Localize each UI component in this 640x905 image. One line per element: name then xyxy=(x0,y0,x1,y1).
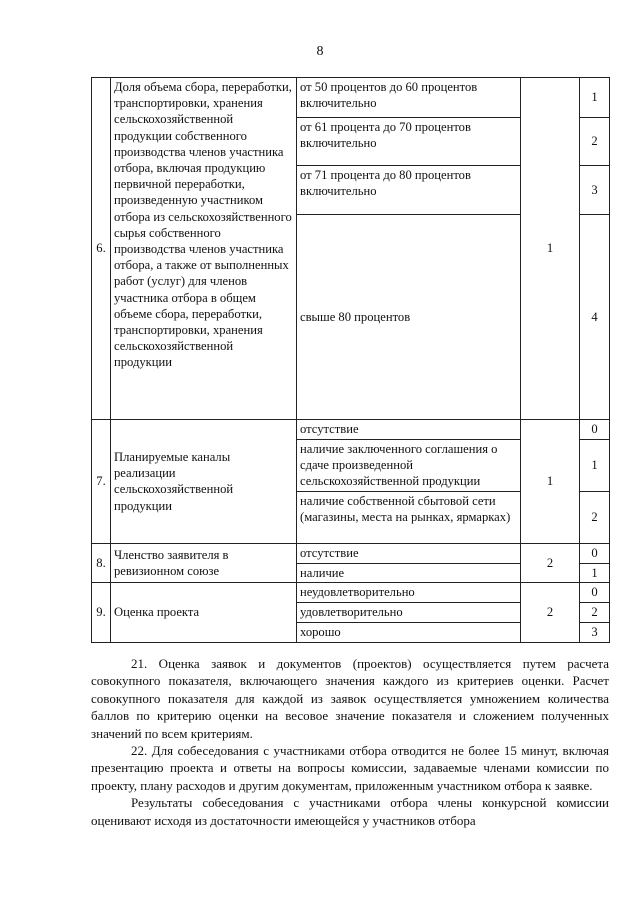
option-text: от 71 процента до 80 процентов включительно xyxy=(297,166,521,215)
row-number: 9. xyxy=(92,582,111,642)
criterion-text: Членство заявителя в ревизионном союзе xyxy=(111,543,297,582)
paragraph: Результаты собеседования с участниками отбора члены конкурсной комиссии оценивают исходя из достаточности имеющейся у участников отбора xyxy=(91,795,609,828)
page-number: 8 xyxy=(316,44,324,59)
table-row xyxy=(92,582,610,602)
score-value: 1 xyxy=(580,78,610,118)
score-value: 0 xyxy=(580,543,610,563)
score-value: 2 xyxy=(580,118,610,166)
option-text: отсутствие xyxy=(297,420,521,440)
table-row xyxy=(92,543,610,563)
weight-value: 1 xyxy=(521,420,580,544)
weight-value: 2 xyxy=(521,582,580,642)
weight-value: 1 xyxy=(521,78,580,420)
criterion-text: Доля объема сбора, переработки, транспортировки, хранения сельскохозяйственной продукции собственного производства членов участника отбора, включая продукцию первичной переработки, произведенную участником отбора из сельскохозяйственного сырья собственного производства членов участника отбора, а также от выполненных работ (услуг) для членов участника отбора в общем объеме сбора, переработки, транспортировки, хранения сельскохозяйственной продукции xyxy=(111,78,297,420)
paragraph: 21. Оценка заявок и документов (проектов) осуществляется путем расчета совокупного показателя, включающего значения каждого из критериев оценки. Расчет совокупного показателя для каждой из заявок осуществляется умножением количества баллов по критерию оценки на весовое значение показателя и сложением полученных значений по всем критериям. xyxy=(91,656,609,741)
option-text: хорошо xyxy=(297,622,521,642)
option-text: от 50 процентов до 60 процентов включительно xyxy=(297,78,521,118)
score-value: 1 xyxy=(580,440,610,492)
score-value: 2 xyxy=(580,602,610,622)
table-row xyxy=(92,420,610,440)
option-text: от 61 процента до 70 процентов включительно xyxy=(297,118,521,166)
criteria-table xyxy=(91,77,610,643)
body-text xyxy=(91,655,609,829)
table-row xyxy=(92,78,610,118)
row-number: 6. xyxy=(92,78,111,420)
criterion-text: Оценка проекта xyxy=(111,582,297,642)
score-value: 3 xyxy=(580,622,610,642)
option-text: удовлетворительно xyxy=(297,602,521,622)
criterion-text: Планируемые каналы реализации сельскохозяйственной продукции xyxy=(111,420,297,544)
option-text: наличие собственной сбытовой сети (магазины, места на рынках, ярмарках) xyxy=(297,491,521,543)
score-value: 4 xyxy=(580,215,610,420)
score-value: 0 xyxy=(580,420,610,440)
weight-value: 2 xyxy=(521,543,580,582)
option-text: наличие xyxy=(297,563,521,582)
option-text: наличие заключенного соглашения о сдаче произведенной сельскохозяйственной продукции xyxy=(297,440,521,492)
option-text: отсутствие xyxy=(297,543,521,563)
score-value: 2 xyxy=(580,491,610,543)
row-number: 7. xyxy=(92,420,111,544)
option-text: свыше 80 процентов xyxy=(297,215,521,420)
score-value: 3 xyxy=(580,166,610,215)
row-number: 8. xyxy=(92,543,111,582)
option-text: неудовлетворительно xyxy=(297,582,521,602)
paragraph: 22. Для собеседования с участниками отбора отводится не более 15 минут, включая презентацию проекта и ответы на вопросы комиссии, задаваемые членами комиссии по проекту, плану расходов и другим документам, приложенным участником отбора к заявке. xyxy=(91,743,609,793)
score-value: 0 xyxy=(580,582,610,602)
score-value: 1 xyxy=(580,563,610,582)
